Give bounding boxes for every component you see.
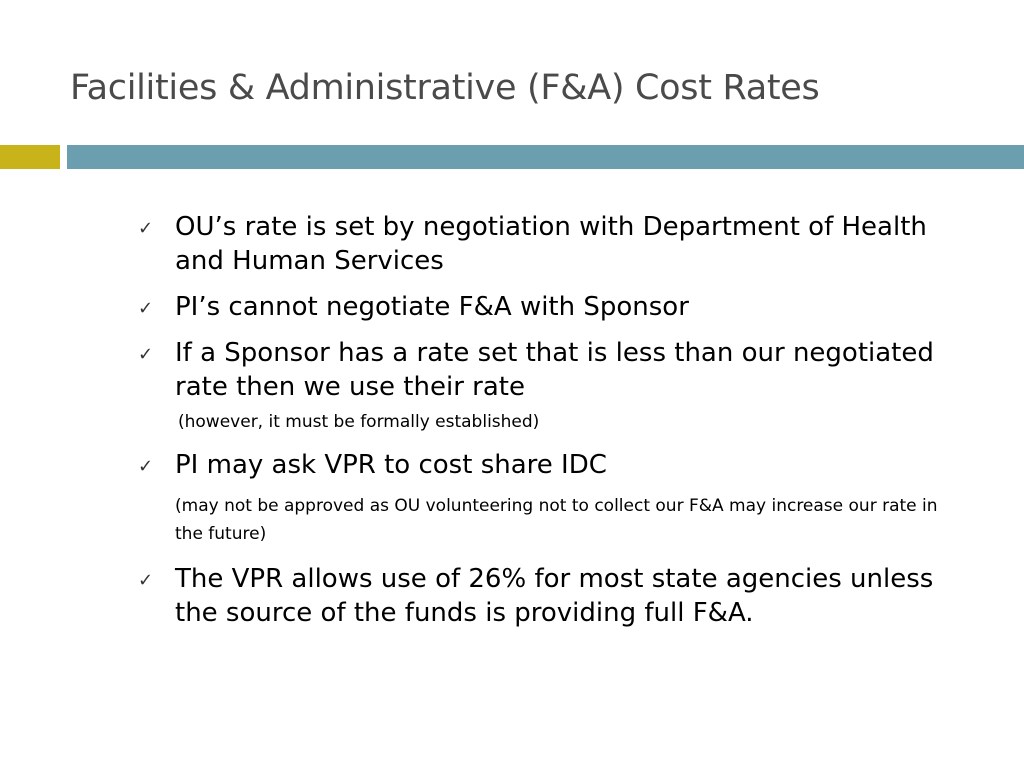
bullet-text: PI’s cannot negotiate F&A with Sponsor <box>175 292 689 322</box>
slide-title: Facilities & Administrative (F&A) Cost Rates <box>70 68 820 108</box>
bullet-item <box>138 210 958 278</box>
bullet-text: OU’s rate is set by negotiation with Department of Health and Human Services <box>175 212 927 276</box>
bullet-item <box>138 562 958 630</box>
checkmark-icon: ✓ <box>138 570 154 591</box>
bullet-item <box>138 448 958 482</box>
bullet-note: (may not be approved as OU volunteering not to collect our F&A may increase our rate in the future) <box>175 496 938 544</box>
bullet-item <box>138 290 958 324</box>
bullet-item <box>138 336 958 404</box>
bullet-list <box>138 210 958 642</box>
bullet-text: PI may ask VPR to cost share IDC <box>175 450 607 480</box>
bullet-text: If a Sponsor has a rate set that is less than our negotiated rate then we use their rate <box>175 338 934 402</box>
bullet-text: The VPR allows use of 26% for most state agencies unless the source of the funds is providing full F&A. <box>175 564 934 628</box>
blue-header-bar <box>67 145 1024 169</box>
checkmark-icon: ✓ <box>138 344 154 365</box>
checkmark-icon: ✓ <box>138 218 154 239</box>
checkmark-icon: ✓ <box>138 456 154 477</box>
gold-accent-bar <box>0 145 60 169</box>
checkmark-icon: ✓ <box>138 298 154 319</box>
bullet-note: (however, it must be formally established) <box>178 412 540 432</box>
